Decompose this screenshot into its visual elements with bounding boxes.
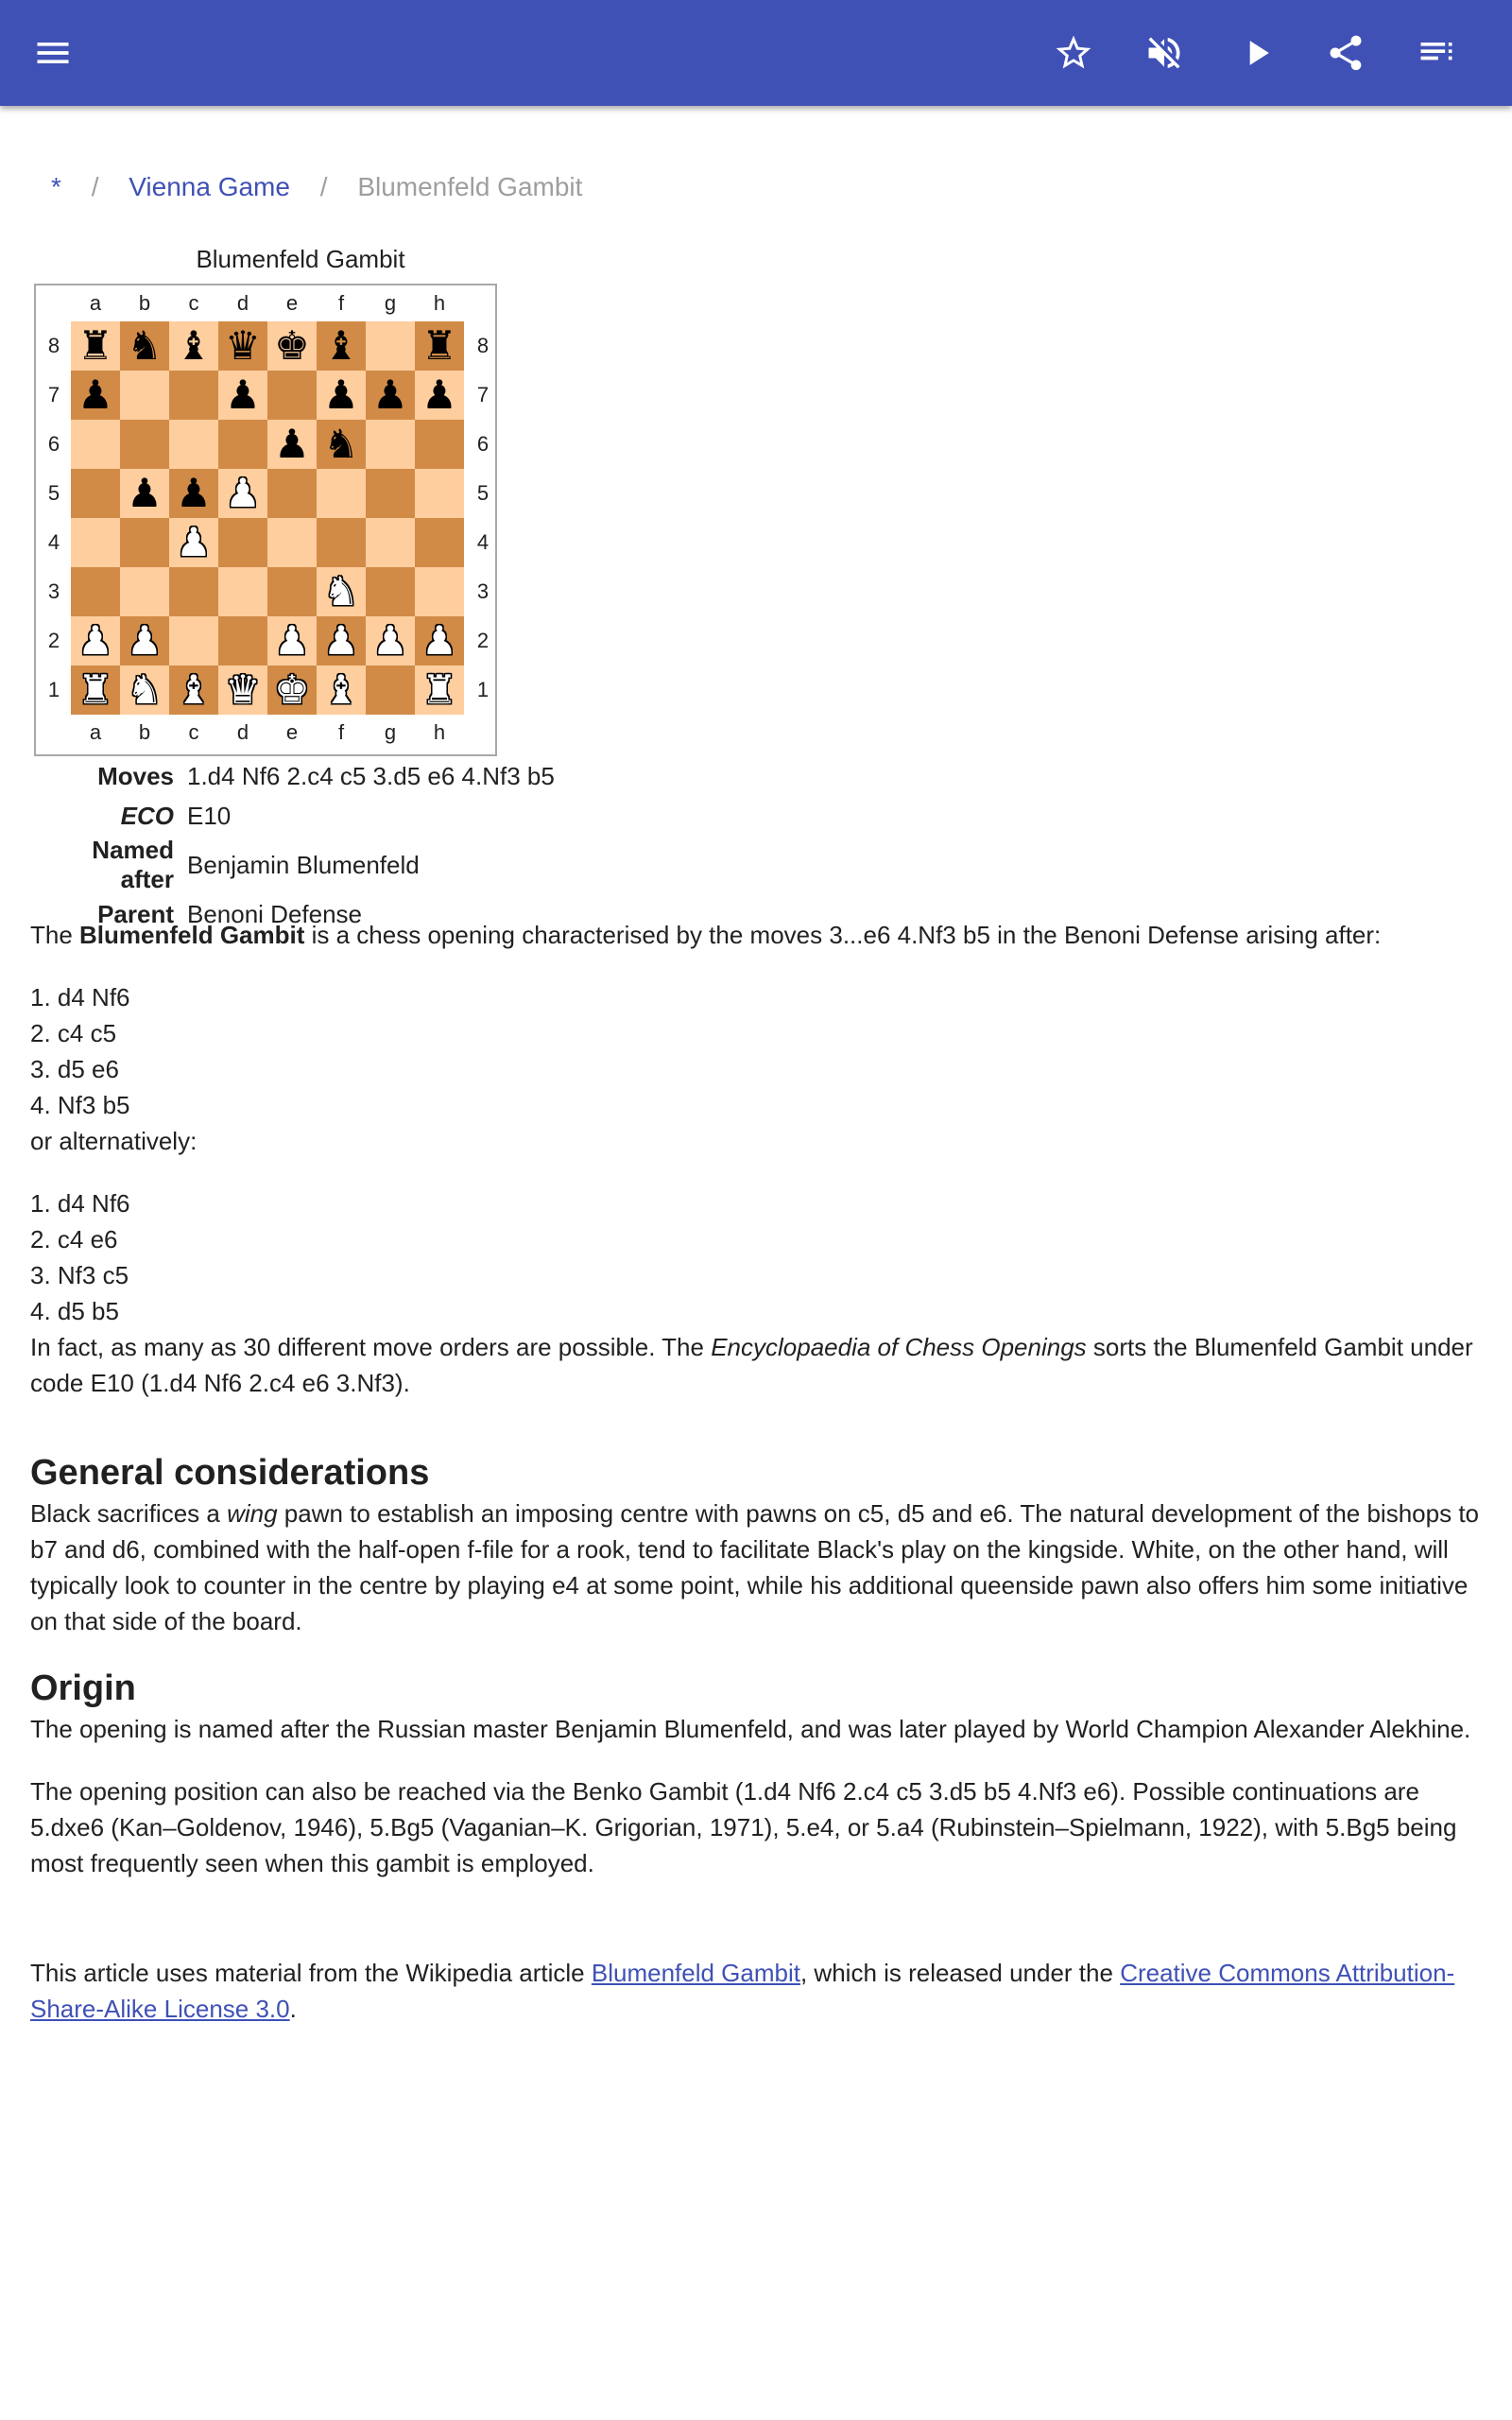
move-item: 1. d4 Nf6 — [30, 983, 130, 1011]
board-square — [218, 420, 267, 469]
info-label: Parent — [97, 899, 174, 928]
menu-icon[interactable] — [25, 25, 81, 81]
file-label: h — [433, 291, 446, 315]
info-value: E10 — [187, 801, 232, 830]
black-knight-icon: ♞ — [317, 420, 366, 469]
text: Black sacrifices a — [30, 1499, 228, 1528]
move-item: 3. Nf3 c5 — [30, 1261, 129, 1289]
black-knight-icon: ♞ — [120, 321, 169, 371]
info-value: Benoni Defense — [187, 899, 363, 928]
file-label: h — [433, 720, 446, 744]
white-rook-icon: ♜ — [71, 666, 120, 715]
black-queen-icon: ♛ — [218, 321, 267, 371]
file-label: d — [236, 720, 249, 744]
info-label: Named after — [92, 836, 174, 893]
black-pawn-icon: ♟ — [218, 371, 267, 420]
heading-general-considerations: General considerations — [30, 1453, 430, 1493]
origin-paragraph-1: The opening is named after the Russian master Benjamin Blumenfeld, and was later played by World Champion Alexander Alekhine. — [30, 1715, 1471, 1743]
rank-label: 5 — [47, 481, 60, 505]
board-square — [218, 567, 267, 616]
rank-label: 8 — [47, 334, 60, 357]
star-outline-icon[interactable] — [1045, 25, 1102, 81]
board-square — [366, 321, 415, 371]
breadcrumb-current: Blumenfeld Gambit — [357, 172, 583, 201]
file-label: f — [337, 720, 345, 744]
rank-label: 3 — [47, 579, 60, 603]
board-square — [267, 371, 317, 420]
file-labels-bottom — [71, 720, 464, 747]
opening-info-table — [30, 756, 558, 934]
breadcrumb-parent-link[interactable]: Vienna Game — [129, 172, 290, 201]
move-list-alternative — [30, 1185, 1486, 1329]
move-item: 1. d4 Nf6 — [30, 1189, 130, 1218]
file-label: d — [236, 291, 249, 315]
black-pawn-icon: ♟ — [366, 371, 415, 420]
rank-label: 3 — [476, 579, 490, 603]
wikipedia-article-link[interactable]: Blumenfeld Gambit — [591, 1959, 800, 1987]
info-label: Moves — [97, 761, 174, 790]
info-row-moves — [30, 756, 558, 796]
opening-name-bold: Blumenfeld Gambit — [79, 921, 305, 949]
text: , which is released under the — [799, 1959, 1121, 1987]
text: is a chess opening characterised by the moves 3...e6 4.Nf3 b5 in the Benoni Defense arising after: — [304, 921, 1382, 949]
article-body — [30, 917, 1486, 2027]
file-label: g — [384, 720, 397, 744]
board-square — [317, 469, 366, 518]
white-knight-icon: ♞ — [317, 567, 366, 616]
rank-label: 1 — [476, 678, 490, 701]
board-caption: Blumenfeld Gambit — [196, 245, 405, 273]
text: This article uses material from the Wikipedia article — [30, 1959, 592, 1987]
board-square — [366, 420, 415, 469]
rank-label: 6 — [476, 432, 490, 456]
rank-label: 7 — [476, 383, 490, 406]
board-square — [366, 518, 415, 567]
file-labels-top — [71, 291, 464, 318]
move-item: 4. Nf3 b5 — [30, 1091, 130, 1119]
board-square — [218, 616, 267, 666]
file-label: b — [138, 720, 151, 744]
rank-label: 4 — [476, 530, 490, 554]
white-pawn-icon: ♟ — [71, 616, 120, 666]
app-bar — [0, 0, 1512, 106]
text: In fact, as many as 30 different move orders are possible. The — [30, 1333, 712, 1361]
black-rook-icon: ♜ — [415, 321, 464, 371]
file-label: e — [285, 291, 299, 315]
file-label: c — [188, 291, 199, 315]
board-square — [415, 567, 464, 616]
chess-board — [71, 321, 464, 715]
move-item: 3. d5 e6 — [30, 1055, 119, 1083]
board-square — [71, 469, 120, 518]
white-rook-icon: ♜ — [415, 666, 464, 715]
info-label: ECO — [120, 801, 174, 830]
white-pawn-icon: ♟ — [415, 616, 464, 666]
board-square — [169, 616, 218, 666]
file-label: e — [285, 720, 299, 744]
license-link[interactable]: Creative Commons Attribution-Share-Alike License 3.0 — [30, 1959, 1455, 2023]
breadcrumb-separator: / — [91, 172, 99, 201]
board-square — [366, 567, 415, 616]
file-label: c — [188, 720, 199, 744]
black-bishop-icon: ♝ — [317, 321, 366, 371]
board-square — [366, 469, 415, 518]
rank-label: 6 — [47, 432, 60, 456]
file-label: f — [337, 291, 345, 315]
breadcrumb-separator: / — [319, 172, 328, 201]
general-paragraph — [30, 1495, 1486, 1639]
board-square — [415, 518, 464, 567]
heading-origin: Origin — [30, 1668, 136, 1708]
rank-label: 5 — [476, 481, 490, 505]
board-square — [169, 371, 218, 420]
white-pawn-icon: ♟ — [366, 616, 415, 666]
board-square — [169, 567, 218, 616]
move-orders-paragraph — [30, 1329, 1486, 1401]
board-square — [366, 666, 415, 715]
white-bishop-icon: ♝ — [169, 666, 218, 715]
move-item: 2. c4 e6 — [30, 1225, 118, 1253]
info-row-eco — [30, 796, 558, 836]
rank-labels-right — [469, 321, 497, 715]
white-king-icon: ♚ — [267, 666, 317, 715]
board-square — [317, 518, 366, 567]
rank-label: 8 — [476, 334, 490, 357]
move-item: 4. d5 b5 — [30, 1297, 119, 1325]
black-pawn-icon: ♟ — [317, 371, 366, 420]
alt-text: or alternatively: — [30, 1127, 198, 1155]
black-pawn-icon: ♟ — [120, 469, 169, 518]
black-bishop-icon: ♝ — [169, 321, 218, 371]
white-pawn-icon: ♟ — [169, 518, 218, 567]
white-bishop-icon: ♝ — [317, 666, 366, 715]
playlist-icon[interactable] — [1408, 25, 1465, 81]
black-pawn-icon: ♟ — [415, 371, 464, 420]
file-label: a — [89, 720, 102, 744]
breadcrumb-root-link[interactable]: * — [51, 172, 61, 201]
file-label: g — [384, 291, 397, 315]
italic-word: wing — [227, 1499, 278, 1528]
black-pawn-icon: ♟ — [169, 469, 218, 518]
black-pawn-icon: ♟ — [267, 420, 317, 469]
board-square — [218, 518, 267, 567]
board-square — [415, 469, 464, 518]
rank-label: 7 — [47, 383, 60, 406]
move-list-main — [30, 979, 1486, 1123]
play-icon[interactable] — [1228, 25, 1285, 81]
white-pawn-icon: ♟ — [267, 616, 317, 666]
board-square — [71, 420, 120, 469]
rank-label: 2 — [47, 629, 60, 652]
white-pawn-icon: ♟ — [120, 616, 169, 666]
move-item: 2. c4 c5 — [30, 1019, 117, 1047]
attribution-paragraph — [30, 1955, 1486, 2027]
file-label: a — [89, 291, 102, 315]
chess-diagram — [34, 284, 497, 756]
board-square — [267, 469, 317, 518]
white-knight-icon: ♞ — [120, 666, 169, 715]
info-row-named-after — [30, 836, 558, 894]
intro-paragraph — [30, 917, 1486, 953]
white-queen-icon: ♛ — [218, 666, 267, 715]
breadcrumb — [51, 166, 582, 208]
text: . — [289, 1995, 297, 2023]
board-square — [267, 518, 317, 567]
white-pawn-icon: ♟ — [317, 616, 366, 666]
share-icon[interactable] — [1317, 25, 1374, 81]
black-rook-icon: ♜ — [71, 321, 120, 371]
text: The — [30, 921, 80, 949]
rank-label: 4 — [47, 530, 60, 554]
board-square — [120, 518, 169, 567]
info-value: Benjamin Blumenfeld — [187, 850, 420, 879]
text: sorts the Blumenfeld Gambit under code E10 (1.d4 Nf6 2.c4 e6 3.Nf3). — [30, 1333, 1473, 1397]
rank-label: 1 — [47, 678, 60, 701]
board-square — [415, 420, 464, 469]
black-king-icon: ♚ — [267, 321, 317, 371]
book-title-italic: Encyclopaedia of Chess Openings — [711, 1333, 1087, 1361]
info-value: 1.d4 Nf6 2.c4 c5 3.d5 e6 4.Nf3 b5 — [187, 761, 555, 790]
board-square — [267, 567, 317, 616]
board-square — [169, 420, 218, 469]
rank-labels-left — [40, 321, 68, 715]
board-square — [120, 371, 169, 420]
board-square — [71, 518, 120, 567]
black-pawn-icon: ♟ — [71, 371, 120, 420]
text: pawn to establish an imposing centre with pawns on c5, d5 and e6. The natural development of the bishops to b7 and d6, combined with the half-open f-file for a rook, tend to facilitate Black's play on the kingside. White, on the other hand, will typically look to counter in the centre by playing e4 at some point, while his additional queenside pawn also offers him some initiative on that side of the board. — [30, 1499, 1479, 1635]
board-square — [120, 567, 169, 616]
file-label: b — [138, 291, 151, 315]
rank-label: 2 — [476, 629, 490, 652]
board-square — [71, 567, 120, 616]
origin-paragraph-2: The opening position can also be reached via the Benko Gambit (1.d4 Nf6 2.c4 c5 3.d5 b5 4.Nf3 e6). Possible continuations are 5.dxe6 (Kan–Goldenov, 1946), 5.Bg5 (Vaganian–K. Grigorian, 1971), 5.e4, or 5.a4 (Rubinstein–Spielmann, 1922), with 5.Bg5 being most frequently seen when this gambit is employed. — [30, 1777, 1457, 1877]
board-square — [120, 420, 169, 469]
volume-off-icon[interactable] — [1136, 25, 1193, 81]
white-pawn-icon: ♟ — [218, 469, 267, 518]
